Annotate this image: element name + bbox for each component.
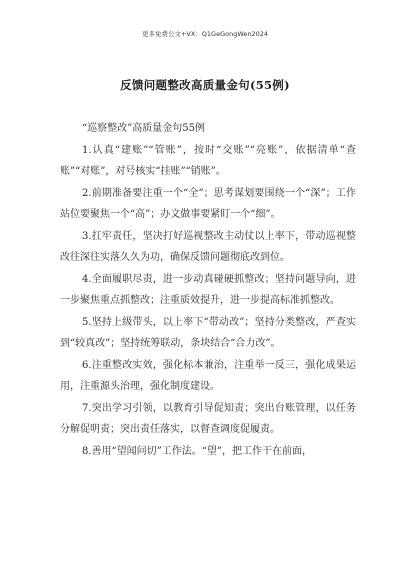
list-item: 6.注重整改实效，强化标本兼治，注重举一反三，强化成果运用，注重源头治理，强化制度建设。	[60, 359, 356, 392]
document-body	[60, 118, 356, 462]
list-item: 5.坚持上级带头，以上率下“带动改”；坚持分类整改，严查实到“较真改”；坚持统筹联动，条块结合“合力改”。	[60, 316, 356, 349]
header-note: 更多免费公文+VX：Q1GeGongWen2024	[141, 30, 269, 38]
document-title: 反馈问题整改高质量金句(55例)	[120, 78, 290, 92]
list-item: 4.全面履职尽责，进一步动真碰硬抓整改；坚持问题导向，进一步聚焦重点抓整改；注重质效提升，进一步提高标准抓整改。	[60, 273, 356, 306]
list-item: 2.前期准备要注重一个“全”；思考谋划要围绕一个“深”；工作站位要聚焦一个“高”；办文做事要紧盯一个“细”。	[60, 187, 356, 220]
list-item: 7.突出学习引领，以教育引导促知责；突出台账管理，以任务分解促明责；突出责任落实，以督查调度促履责。	[60, 402, 356, 435]
list-item: 1.认真“建账”“管账”，按时“交账”“亮账”，依据清单“查账”“对账”，对号核实“挂账”“销账”。	[60, 144, 356, 177]
list-item: 8.善用“望闻问切”工作法。“望”，把工作干在前面，	[82, 445, 312, 457]
subtitle: “巡察整改”高质量金句55例	[82, 123, 205, 134]
list-item: 3.扛牢责任，坚决打好巡视整改主动仗以上率下，带动巡视整改往深往实落久久为功，确保反馈问题彻底改到位。	[60, 230, 356, 263]
